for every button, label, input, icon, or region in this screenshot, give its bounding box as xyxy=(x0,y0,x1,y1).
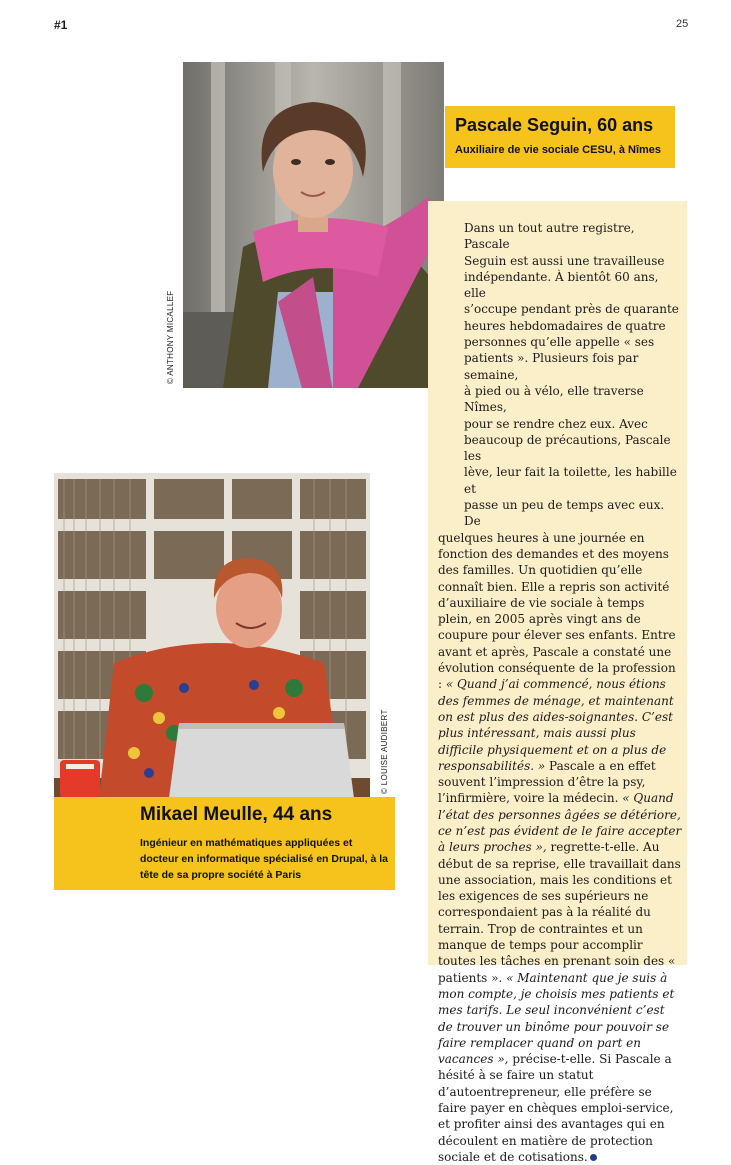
person-role: Auxiliaire de vie sociale CESU, à Nîmes xyxy=(455,144,662,156)
text-line: heures hebdomadaires de quatre xyxy=(464,318,666,333)
page-number: 25 xyxy=(676,18,689,30)
text-line: à pied ou à vélo, elle traverse Nîmes, xyxy=(464,383,644,415)
portrait-photo-pascale xyxy=(183,62,444,388)
text-line: patients ». Plusieurs fois par semaine, xyxy=(464,351,639,382)
text-line: lève, leur fait la toilette, les habille et xyxy=(464,465,677,496)
article-body xyxy=(438,220,682,1165)
text-line: personnes qu’elle appelle « ses xyxy=(464,335,655,350)
text-line: Dans un tout autre registre, Pascale xyxy=(464,221,635,252)
person-name-age: Mikael Meulle, 44 ans xyxy=(140,804,333,825)
text-line: s’occupe pendant près de quarante xyxy=(464,302,679,317)
text-line: Seguin est aussi une travailleuse xyxy=(464,253,665,268)
issue-number: #1 xyxy=(54,18,68,32)
photo-credit-bottom: © LOUISE AUDIBERT xyxy=(380,709,389,794)
text-line: beaucoup de précautions, Pascale les xyxy=(464,432,671,464)
end-of-article-mark xyxy=(590,1154,597,1161)
text-line: passe un peu de temps avec eux. De xyxy=(464,498,665,529)
text-line: indépendante. À bientôt 60 ans, elle xyxy=(464,269,659,301)
quote: « Quand l’état des personnes âgées se détériore, ce n’est pas évident de le faire accepter à leurs proches », xyxy=(438,791,682,855)
person-name-age: Pascale Seguin, 60 ans xyxy=(455,115,654,135)
quote: « Maintenant que je suis à mon compte, je choisis mes patients et mes tarifs. Le seul inconvénient c’est de trouver un binôme pour pouvoir se faire remplacer quand on part en vacances », xyxy=(438,970,675,1067)
caption-box-top xyxy=(445,106,675,168)
photo-credit-top: © ANTHONY MICALLEF xyxy=(166,290,175,384)
portrait-photo-mikael xyxy=(54,473,370,798)
caption-box-bottom xyxy=(54,797,395,890)
quote: « Quand j’ai commencé, nous étions des femmes de ménage, et maintenant on est plus des aides-soignantes. C’est plus intéressant, mais aussi plus difficile physiquement et on a plus de responsabilités. » xyxy=(438,677,674,773)
article-intro xyxy=(464,220,682,530)
text-line: pour se rendre chez eux. Avec xyxy=(464,416,648,431)
article-paragraph: quelques heures à une journée en fonction des demandes et des moyens des familles. Un quotidien qu’elle connaît bien. Elle a repris son activité d’auxiliaire de vie sociale à temps plein, en 2005 après vingt ans de coupure pour élever ses enfants. Entre avant et après, Pascale a constaté une évolution conséquente de la profession : « Quand j’ai commencé, nous étions des femmes de ménage, et maintenant on est plus des aides-soignantes. C’est plus intéressant, mais aussi plus difficile physiquement et on a plus de responsabilités. » Pascale a en effet souvent l’impression d’être la psy, l’infirmière, voire la médecin. « Quand l’état des personnes âgées se détériore, ce n’est pas évident de le faire accepter à leurs proches », regrette-t-elle. Au début de sa reprise, elle travaillait dans une association, mais les conditions et les exigences de ses supérieurs ne correspondaient pas à la réalité du terrain. Trop de contraintes et un manque de temps pour accomplir toutes les tâches en prenant soin des « patients ». « Maintenant que je suis à mon compte, je choisis mes patients et mes tarifs. Le seul inconvénient c’est de trouver un binôme pour pouvoir se faire remplacer quand on part en vacances », précise-t-elle. Si Pascale a hésité à se faire un statut d’autoentrepreneur, elle préfère se faire payer en chèques emploi-service, et profiter ainsi des avantages qui en découlent en matière de protection sociale et de cotisations. xyxy=(438,530,682,1164)
person-role: Ingénieur en mathématiques appliquées et docteur en informatique spécialisé en Drupal, à la tête de sa propre société à Paris xyxy=(140,837,388,881)
